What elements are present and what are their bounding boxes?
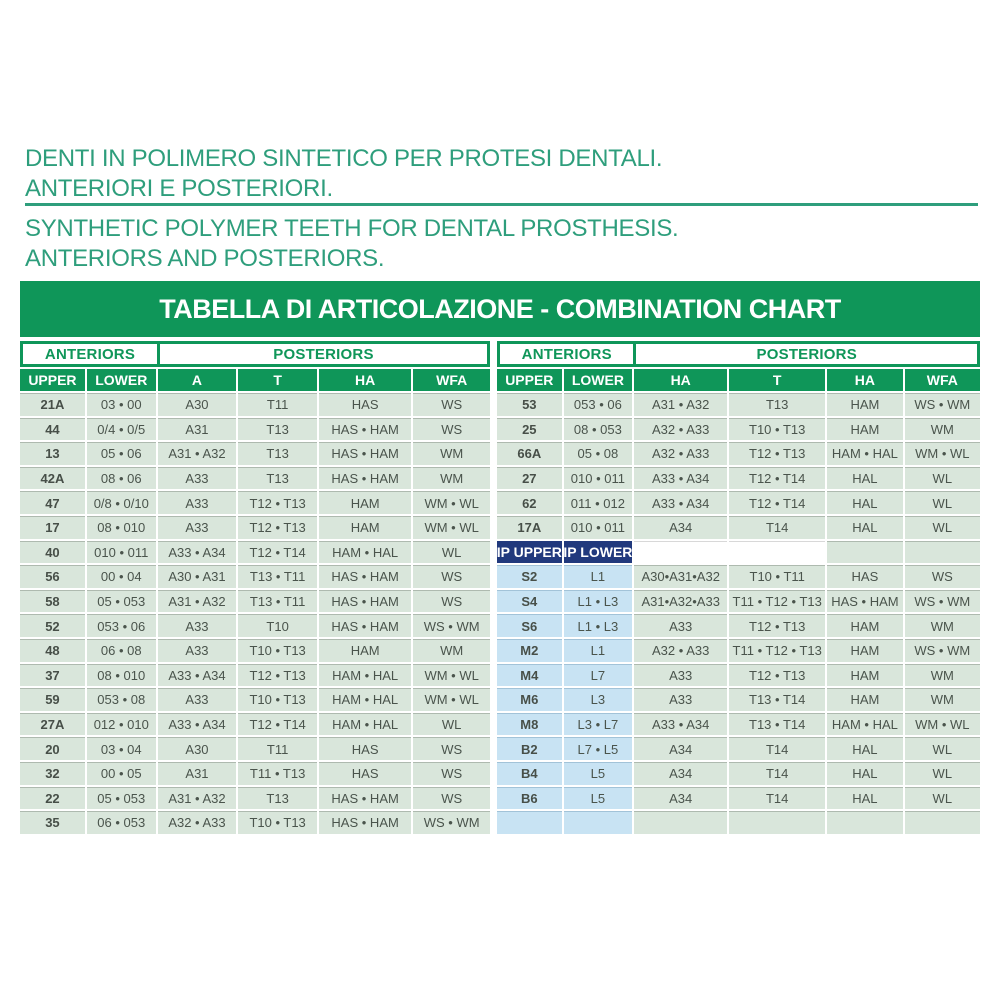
table-cell: 053 • 06 bbox=[564, 393, 633, 416]
table-cell: A32 • A33 bbox=[634, 442, 727, 465]
empty-cell bbox=[634, 811, 727, 834]
table-cell: HAM • HAL bbox=[319, 713, 411, 736]
table-cell: 20 bbox=[20, 737, 85, 760]
table-cell: 44 bbox=[20, 418, 85, 441]
table-cell: 58 bbox=[20, 590, 85, 613]
table-cell: 05 • 06 bbox=[87, 442, 156, 465]
column-header: WFA bbox=[413, 369, 490, 391]
group-header-row bbox=[20, 341, 490, 367]
table-row bbox=[497, 516, 980, 539]
combination-chart bbox=[20, 281, 980, 834]
table-cell: WS bbox=[413, 737, 490, 760]
posteriors-group-label: POSTERIORS bbox=[636, 344, 977, 364]
table-cell: S6 bbox=[497, 614, 562, 637]
heading-english bbox=[25, 214, 678, 274]
table-cell: 42A bbox=[20, 467, 85, 490]
table-cell: 66A bbox=[497, 442, 562, 465]
table-cell: A33 bbox=[158, 614, 237, 637]
table-cell: WM bbox=[905, 418, 980, 441]
table-cell: 32 bbox=[20, 762, 85, 785]
table-cell: B4 bbox=[497, 762, 562, 785]
table-cell: T10 bbox=[238, 614, 317, 637]
ip-lower-header: IP LOWER bbox=[564, 541, 633, 564]
table-row bbox=[20, 614, 490, 637]
table-cell: WL bbox=[905, 787, 980, 810]
table-cell: WS bbox=[905, 565, 980, 588]
table-cell: T14 bbox=[729, 737, 825, 760]
table-cell: WL bbox=[413, 541, 490, 564]
table-cell: WL bbox=[905, 467, 980, 490]
column-header: WFA bbox=[905, 369, 980, 391]
table-cell: A33 • A34 bbox=[634, 467, 727, 490]
column-header: HA bbox=[319, 369, 411, 391]
table-cell: 05 • 08 bbox=[564, 442, 633, 465]
table-cell: A34 bbox=[634, 737, 727, 760]
table-cell: L1 bbox=[564, 565, 633, 588]
table-cell: T12 • T14 bbox=[729, 467, 825, 490]
table-cell: 35 bbox=[20, 811, 85, 834]
ip-header-row bbox=[497, 541, 980, 564]
table-cell: A33 bbox=[634, 688, 727, 711]
table-cell: A33 bbox=[158, 516, 237, 539]
table-cell: WM • WL bbox=[413, 688, 490, 711]
table-cell: T13 bbox=[238, 418, 317, 441]
table-cell: 0/8 • 0/10 bbox=[87, 491, 156, 514]
table-cell: L7 • L5 bbox=[564, 737, 633, 760]
table-cell: WM bbox=[905, 614, 980, 637]
table-row bbox=[497, 639, 980, 662]
table-cell: L1 • L3 bbox=[564, 614, 633, 637]
table-row bbox=[497, 713, 980, 736]
table-body-top bbox=[497, 393, 980, 539]
table-row bbox=[497, 565, 980, 588]
table-cell: T13 • T14 bbox=[729, 688, 825, 711]
table-cell: T10 • T13 bbox=[238, 688, 317, 711]
table-cell: A33 bbox=[634, 664, 727, 687]
table-cell: A33 bbox=[158, 467, 237, 490]
table-cell: T13 bbox=[238, 787, 317, 810]
table-cell: 37 bbox=[20, 664, 85, 687]
table-cell: 40 bbox=[20, 541, 85, 564]
table-cell: T12 • T13 bbox=[238, 664, 317, 687]
empty-cell bbox=[497, 811, 562, 834]
table-cell: A34 bbox=[634, 787, 727, 810]
column-header: HA bbox=[634, 369, 727, 391]
table-cell: 17A bbox=[497, 516, 562, 539]
table-cell: 22 bbox=[20, 787, 85, 810]
table-row bbox=[20, 762, 490, 785]
table-cell: HAS • HAM bbox=[319, 418, 411, 441]
table-cell: 0/4 • 0/5 bbox=[87, 418, 156, 441]
table-cell: L5 bbox=[564, 762, 633, 785]
column-header: UPPER bbox=[20, 369, 85, 391]
table-cell: T12 • T13 bbox=[238, 491, 317, 514]
table-row bbox=[20, 639, 490, 662]
table-cell: 08 • 010 bbox=[87, 516, 156, 539]
table-cell: 010 • 011 bbox=[564, 516, 633, 539]
table-cell: T14 bbox=[729, 762, 825, 785]
table-cell: A30 • A31 bbox=[158, 565, 237, 588]
table-cell: HAM • HAL bbox=[319, 541, 411, 564]
group-header-row bbox=[497, 341, 980, 367]
table-cell: 17 bbox=[20, 516, 85, 539]
table-cell: 010 • 011 bbox=[87, 541, 156, 564]
table-row bbox=[20, 713, 490, 736]
table-cell: HAS • HAM bbox=[319, 467, 411, 490]
table-cell: 03 • 00 bbox=[87, 393, 156, 416]
table-cell: WS • WM bbox=[413, 811, 490, 834]
table-cell: HAM bbox=[827, 639, 902, 662]
table-cell: WL bbox=[905, 762, 980, 785]
table-cell: 053 • 08 bbox=[87, 688, 156, 711]
table-row bbox=[20, 467, 490, 490]
column-header: A bbox=[158, 369, 237, 391]
table-cell: A31 bbox=[158, 762, 237, 785]
table-cell: WM bbox=[905, 664, 980, 687]
table-cell: WS • WM bbox=[905, 393, 980, 416]
table-cell: T11 • T13 bbox=[238, 762, 317, 785]
table-row bbox=[20, 811, 490, 834]
table-cell: T10 • T13 bbox=[238, 639, 317, 662]
table-cell: WM • WL bbox=[905, 713, 980, 736]
table-cell: T14 bbox=[729, 516, 825, 539]
table-cell: HAS • HAM bbox=[319, 590, 411, 613]
empty-cell bbox=[827, 811, 902, 834]
table-cell: T13 • T11 bbox=[238, 590, 317, 613]
table-cell: A34 bbox=[634, 516, 727, 539]
table-body-ip bbox=[497, 565, 980, 809]
table-row bbox=[20, 541, 490, 564]
table-row bbox=[497, 737, 980, 760]
table-cell: HAL bbox=[827, 516, 902, 539]
table-row bbox=[497, 418, 980, 441]
table-cell: WS • WM bbox=[905, 639, 980, 662]
table-cell: HAS • HAM bbox=[827, 590, 902, 613]
table-cell: 05 • 053 bbox=[87, 590, 156, 613]
table-cell: A31 • A32 bbox=[158, 590, 237, 613]
empty-cell bbox=[729, 811, 825, 834]
table-cell: WM • WL bbox=[905, 442, 980, 465]
table-cell: S4 bbox=[497, 590, 562, 613]
table-cell: A33 bbox=[158, 688, 237, 711]
table-cell: A32 • A33 bbox=[634, 639, 727, 662]
table-cell: WM bbox=[905, 688, 980, 711]
table-cell: HAM • HAL bbox=[827, 442, 902, 465]
table-cell: 25 bbox=[497, 418, 562, 441]
table-cell: T10 • T13 bbox=[729, 418, 825, 441]
table-row bbox=[20, 565, 490, 588]
table-cell: WM • WL bbox=[413, 664, 490, 687]
table-cell: L5 bbox=[564, 787, 633, 810]
table-row bbox=[20, 590, 490, 613]
column-header: T bbox=[729, 369, 825, 391]
ip-upper-header: IP UPPER bbox=[497, 541, 562, 564]
table-cell: 08 • 010 bbox=[87, 664, 156, 687]
table-cell: T11 • T12 • T13 bbox=[729, 639, 825, 662]
table-cell: S2 bbox=[497, 565, 562, 588]
table-cell: HAM bbox=[319, 639, 411, 662]
posteriors-group-label: POSTERIORS bbox=[160, 344, 487, 364]
table-cell: 011 • 012 bbox=[564, 491, 633, 514]
table-cell: HAL bbox=[827, 737, 902, 760]
table-cell: A31•A32•A33 bbox=[634, 590, 727, 613]
table-cell: WS bbox=[413, 565, 490, 588]
table-cell: L1 • L3 bbox=[564, 590, 633, 613]
table-cell: 59 bbox=[20, 688, 85, 711]
table-cell: HAS bbox=[319, 737, 411, 760]
table-cell: 06 • 08 bbox=[87, 639, 156, 662]
table-cell: T13 • T11 bbox=[238, 565, 317, 588]
table-cell: A31 bbox=[158, 418, 237, 441]
table-cell: WS bbox=[413, 762, 490, 785]
table-cell: HAM bbox=[319, 516, 411, 539]
table-cell: 56 bbox=[20, 565, 85, 588]
column-header-row bbox=[497, 369, 980, 391]
table-row bbox=[497, 614, 980, 637]
table-cell: 08 • 053 bbox=[564, 418, 633, 441]
table-cell: HAL bbox=[827, 762, 902, 785]
heading-italian bbox=[25, 144, 662, 204]
table-cell: A33 bbox=[158, 491, 237, 514]
table-cell: T13 bbox=[238, 442, 317, 465]
chart-title: TABELLA DI ARTICOLAZIONE - COMBINATION CHART bbox=[20, 281, 980, 337]
table-row bbox=[20, 442, 490, 465]
heading-english-line1: SYNTHETIC POLYMER TEETH FOR DENTAL PROSTHESIS. bbox=[25, 215, 679, 242]
table-cell: A31 • A32 bbox=[158, 787, 237, 810]
table-cell: T12 • T13 bbox=[729, 664, 825, 687]
table-cell: HAM bbox=[827, 614, 902, 637]
table-cell: T13 • T14 bbox=[729, 713, 825, 736]
table-cell: WM • WL bbox=[413, 491, 490, 514]
table-cell: WM • WL bbox=[413, 516, 490, 539]
table-body bbox=[20, 393, 490, 834]
table-cell: T11 bbox=[238, 393, 317, 416]
table-cell: L3 bbox=[564, 688, 633, 711]
table-cell: HAM bbox=[827, 664, 902, 687]
empty-cell bbox=[634, 541, 727, 564]
table-cell: T10 • T13 bbox=[238, 811, 317, 834]
combination-table-right bbox=[497, 341, 980, 834]
table-cell: A30•A31•A32 bbox=[634, 565, 727, 588]
table-cell: HAS bbox=[827, 565, 902, 588]
table-row bbox=[20, 393, 490, 416]
table-cell: T10 • T11 bbox=[729, 565, 825, 588]
table-cell: HAS bbox=[319, 762, 411, 785]
table-cell: WS • WM bbox=[905, 590, 980, 613]
table-cell: WS bbox=[413, 590, 490, 613]
empty-row bbox=[497, 811, 980, 834]
heading-italian-line2: ANTERIORI E POSTERIORI. bbox=[25, 175, 333, 202]
table-cell: A34 bbox=[634, 762, 727, 785]
table-cell: WM bbox=[413, 467, 490, 490]
table-cell: A33 • A34 bbox=[158, 541, 237, 564]
table-cell: HAS • HAM bbox=[319, 614, 411, 637]
table-cell: A31 • A32 bbox=[158, 442, 237, 465]
table-cell: 27 bbox=[497, 467, 562, 490]
chart-tables bbox=[20, 341, 980, 834]
table-row bbox=[497, 393, 980, 416]
table-cell: WS bbox=[413, 393, 490, 416]
table-row bbox=[20, 418, 490, 441]
table-row bbox=[20, 787, 490, 810]
table-cell: T12 • T14 bbox=[729, 491, 825, 514]
table-cell: T12 • T14 bbox=[238, 713, 317, 736]
empty-cell bbox=[905, 541, 980, 564]
table-cell: A32 • A33 bbox=[634, 418, 727, 441]
table-cell: A32 • A33 bbox=[158, 811, 237, 834]
table-cell: 52 bbox=[20, 614, 85, 637]
table-row bbox=[497, 688, 980, 711]
table-cell: 00 • 04 bbox=[87, 565, 156, 588]
table-cell: A33 bbox=[158, 639, 237, 662]
table-cell: 21A bbox=[20, 393, 85, 416]
table-row bbox=[20, 688, 490, 711]
table-cell: A30 bbox=[158, 393, 237, 416]
table-cell: A33 • A34 bbox=[634, 713, 727, 736]
table-cell: B6 bbox=[497, 787, 562, 810]
table-cell: L3 • L7 bbox=[564, 713, 633, 736]
anteriors-group-label: ANTERIORS bbox=[23, 344, 157, 364]
table-cell: WS bbox=[413, 418, 490, 441]
table-cell: T13 bbox=[238, 467, 317, 490]
table-cell: M6 bbox=[497, 688, 562, 711]
table-row bbox=[20, 516, 490, 539]
table-cell: HAL bbox=[827, 491, 902, 514]
table-cell: 00 • 05 bbox=[87, 762, 156, 785]
heading-english-line2: ANTERIORS AND POSTERIORS. bbox=[25, 245, 385, 272]
table-cell: B2 bbox=[497, 737, 562, 760]
table-row bbox=[497, 467, 980, 490]
table-row bbox=[20, 664, 490, 687]
table-cell: HAM bbox=[827, 393, 902, 416]
table-cell: HAS • HAM bbox=[319, 787, 411, 810]
table-row bbox=[497, 664, 980, 687]
empty-cell bbox=[827, 541, 902, 564]
table-cell: HAS • HAM bbox=[319, 811, 411, 834]
table-cell: 05 • 053 bbox=[87, 787, 156, 810]
table-row bbox=[497, 762, 980, 785]
table-cell: T14 bbox=[729, 787, 825, 810]
table-cell: HAM • HAL bbox=[319, 688, 411, 711]
table-cell: A30 bbox=[158, 737, 237, 760]
table-cell: HAM bbox=[827, 418, 902, 441]
table-cell: HAM • HAL bbox=[319, 664, 411, 687]
table-cell: L7 bbox=[564, 664, 633, 687]
table-row bbox=[497, 590, 980, 613]
table-cell: T11 • T12 • T13 bbox=[729, 590, 825, 613]
table-cell: HAS • HAM bbox=[319, 565, 411, 588]
column-header: UPPER bbox=[497, 369, 562, 391]
anteriors-group-label: ANTERIORS bbox=[500, 344, 633, 364]
table-cell: M2 bbox=[497, 639, 562, 662]
table-cell: HAS • HAM bbox=[319, 442, 411, 465]
table-cell: WS bbox=[413, 787, 490, 810]
table-cell: M8 bbox=[497, 713, 562, 736]
heading-italian-line1: DENTI IN POLIMERO SINTETICO PER PROTESI DENTALI. bbox=[25, 145, 663, 172]
table-row bbox=[497, 787, 980, 810]
table-cell: 010 • 011 bbox=[564, 467, 633, 490]
table-cell: T11 bbox=[238, 737, 317, 760]
table-cell: WL bbox=[905, 737, 980, 760]
table-row bbox=[20, 737, 490, 760]
table-cell: 012 • 010 bbox=[87, 713, 156, 736]
table-cell: HAM bbox=[319, 491, 411, 514]
table-cell: 53 bbox=[497, 393, 562, 416]
table-cell: WM bbox=[413, 639, 490, 662]
table-cell: WL bbox=[413, 713, 490, 736]
column-header: LOWER bbox=[87, 369, 156, 391]
table-cell: HAL bbox=[827, 467, 902, 490]
table-cell: HAS bbox=[319, 393, 411, 416]
table-cell: A31 • A32 bbox=[634, 393, 727, 416]
table-cell: 27A bbox=[20, 713, 85, 736]
empty-cell bbox=[729, 541, 825, 564]
column-header-row bbox=[20, 369, 490, 391]
table-cell: A33 • A34 bbox=[158, 713, 237, 736]
table-cell: HAM bbox=[827, 688, 902, 711]
divider-rule bbox=[25, 203, 978, 206]
table-cell: T13 bbox=[729, 393, 825, 416]
table-cell: 06 • 053 bbox=[87, 811, 156, 834]
table-cell: 62 bbox=[497, 491, 562, 514]
table-cell: WM bbox=[413, 442, 490, 465]
table-cell: WL bbox=[905, 491, 980, 514]
table-cell: M4 bbox=[497, 664, 562, 687]
table-cell: T12 • T13 bbox=[729, 614, 825, 637]
table-row bbox=[497, 442, 980, 465]
combination-table-left bbox=[20, 341, 490, 834]
table-cell: 13 bbox=[20, 442, 85, 465]
table-cell: A33 • A34 bbox=[158, 664, 237, 687]
table-row bbox=[497, 491, 980, 514]
table-cell: T12 • T13 bbox=[729, 442, 825, 465]
table-cell: 03 • 04 bbox=[87, 737, 156, 760]
column-header: LOWER bbox=[564, 369, 633, 391]
empty-cell bbox=[905, 811, 980, 834]
table-cell: A33 bbox=[634, 614, 727, 637]
table-cell: A33 • A34 bbox=[634, 491, 727, 514]
column-header: HA bbox=[827, 369, 902, 391]
table-cell: T12 • T14 bbox=[238, 541, 317, 564]
table-cell: 47 bbox=[20, 491, 85, 514]
column-header: T bbox=[238, 369, 317, 391]
table-cell: WL bbox=[905, 516, 980, 539]
table-cell: HAM • HAL bbox=[827, 713, 902, 736]
table-cell: HAL bbox=[827, 787, 902, 810]
table-cell: WS • WM bbox=[413, 614, 490, 637]
table-cell: L1 bbox=[564, 639, 633, 662]
table-cell: 053 • 06 bbox=[87, 614, 156, 637]
empty-cell bbox=[564, 811, 633, 834]
table-cell: T12 • T13 bbox=[238, 516, 317, 539]
table-cell: 48 bbox=[20, 639, 85, 662]
table-cell: 08 • 06 bbox=[87, 467, 156, 490]
table-row bbox=[20, 491, 490, 514]
